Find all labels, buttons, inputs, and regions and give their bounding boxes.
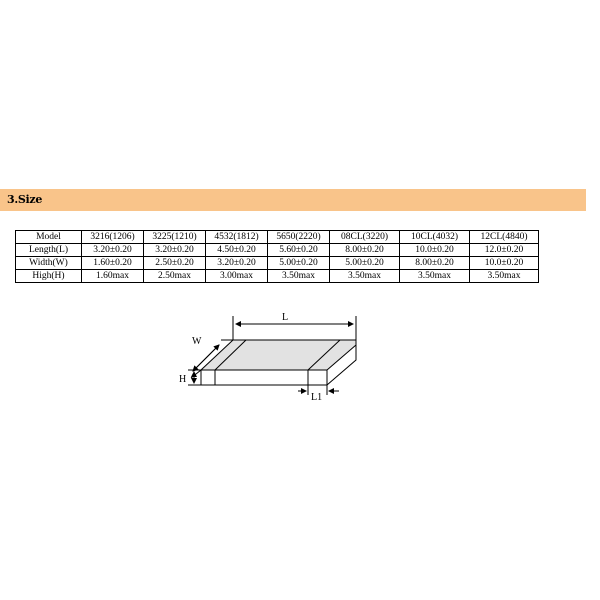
height-dimension-line (188, 370, 201, 385)
table-cell: 5.00±0.20 (268, 257, 330, 270)
column-header: 5650(2220) (268, 231, 330, 244)
column-header: 12CL(4840) (470, 231, 539, 244)
table-cell: 3.20±0.20 (206, 257, 268, 270)
table-cell: 8.00±0.20 (400, 257, 470, 270)
column-header: Model (16, 231, 82, 244)
length-dimension-line (233, 316, 356, 340)
row-label: High(H) (16, 270, 82, 283)
table-cell: 2.50max (144, 270, 206, 283)
table-cell: 1.60max (82, 270, 144, 283)
table-cell: 3.20±0.20 (144, 244, 206, 257)
length-label: L (282, 312, 289, 323)
column-header: 3216(1206) (82, 231, 144, 244)
table-cell: 1.60±0.20 (82, 257, 144, 270)
row-label: Width(W) (16, 257, 82, 270)
table-cell: 5.60±0.20 (268, 244, 330, 257)
table-cell: 4.50±0.20 (206, 244, 268, 257)
width-label: W (192, 336, 202, 347)
table-cell: 8.00±0.20 (330, 244, 400, 257)
column-header: 08CL(3220) (330, 231, 400, 244)
row-label: Length(L) (16, 244, 82, 257)
section-title: 3.Size (7, 193, 43, 206)
table-cell: 2.50±0.20 (144, 257, 206, 270)
table-cell: 5.00±0.20 (330, 257, 400, 270)
table-cell: 3.50max (330, 270, 400, 283)
column-header: 10CL(4032) (400, 231, 470, 244)
table-cell: 3.50max (400, 270, 470, 283)
column-header: 3225(1210) (144, 231, 206, 244)
column-header: 4532(1812) (206, 231, 268, 244)
table-cell: 3.00max (206, 270, 268, 283)
table-cell: 12.0±0.20 (470, 244, 539, 257)
table-cell: 3.50max (470, 270, 539, 283)
terminal-length-label: L1 (311, 392, 323, 403)
table-cell: 10.0±0.20 (470, 257, 539, 270)
table-cell: 3.50max (268, 270, 330, 283)
table-cell: 10.0±0.20 (400, 244, 470, 257)
height-label: H (179, 374, 187, 385)
table-cell: 3.20±0.20 (82, 244, 144, 257)
